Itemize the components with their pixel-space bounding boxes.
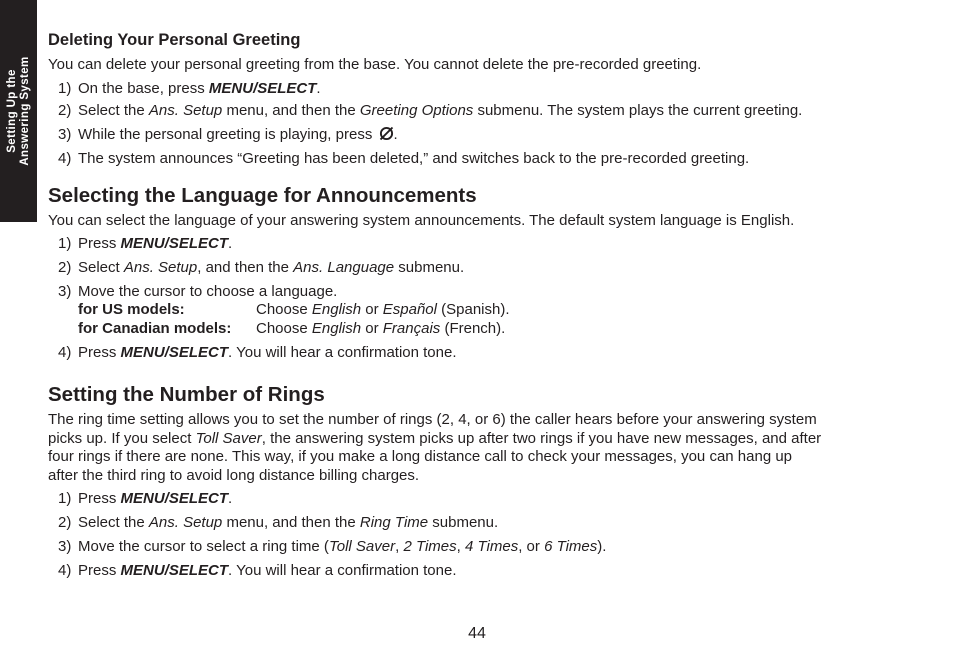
section-title-delete-greeting: Deleting Your Personal Greeting	[48, 31, 301, 49]
list-item: 4) Press MENU/SELECT. You will hear a confirmation tone.	[58, 562, 457, 579]
list-item: 2) Select the Ans. Setup menu, and then the Ring Time submenu.	[58, 514, 499, 531]
section2-intro: You can select the language of your answering system announcements. The default system language is English.	[48, 212, 795, 229]
section-title-rings: Setting the Number of Rings	[48, 383, 325, 406]
side-tab	[0, 0, 37, 222]
list-item: 2) Select the Ans. Setup menu, and then the Greeting Options submenu. The system plays the current greeting.	[58, 102, 803, 119]
section3-intro: The ring time setting allows you to set the number of rings (2, 4, or 6) the caller hears before your answering system picks up. If you select Toll Saver, the answering system picks up after two rings if you have new messages, and after four rings if there are none. This way, if you make a long distance call to check your messages, you can hang up after the third ring to avoid long distance billing charges.	[48, 411, 822, 484]
list-item: 1) Press MENU/SELECT.	[58, 235, 233, 252]
list-item: 3) While the personal greeting is playing, press .	[58, 126, 398, 146]
list-item: 1) Press MENU/SELECT.	[58, 490, 233, 507]
delete-icon	[379, 126, 394, 146]
list-item: 2) Select Ans. Setup, and then the Ans. Language submenu.	[58, 259, 465, 276]
list-item: 3) Move the cursor to select a ring time (Toll Saver, 2 Times, 4 Times, or 6 Times).	[58, 538, 607, 555]
side-tab-label: Setting Up the Answering System	[5, 56, 31, 166]
list-item: 3) Move the cursor to choose a language.	[58, 283, 338, 300]
list-item: 4) The system announces “Greeting has been deleted,” and switches back to the pre-recorded greeting.	[58, 150, 750, 167]
section-title-language: Selecting the Language for Announcements	[48, 184, 477, 207]
page-number: 44	[468, 625, 486, 642]
model-row-us: for US models: Choose English or Español (Spanish).	[78, 301, 510, 318]
model-row-canada: for Canadian models: Choose English or Français (French).	[78, 320, 506, 337]
list-item: 1) On the base, press MENU/SELECT.	[58, 80, 321, 97]
list-item: 4) Press MENU/SELECT. You will hear a confirmation tone.	[58, 344, 457, 361]
section1-intro: You can delete your personal greeting from the base. You cannot delete the pre-recorded greeting.	[48, 56, 702, 73]
